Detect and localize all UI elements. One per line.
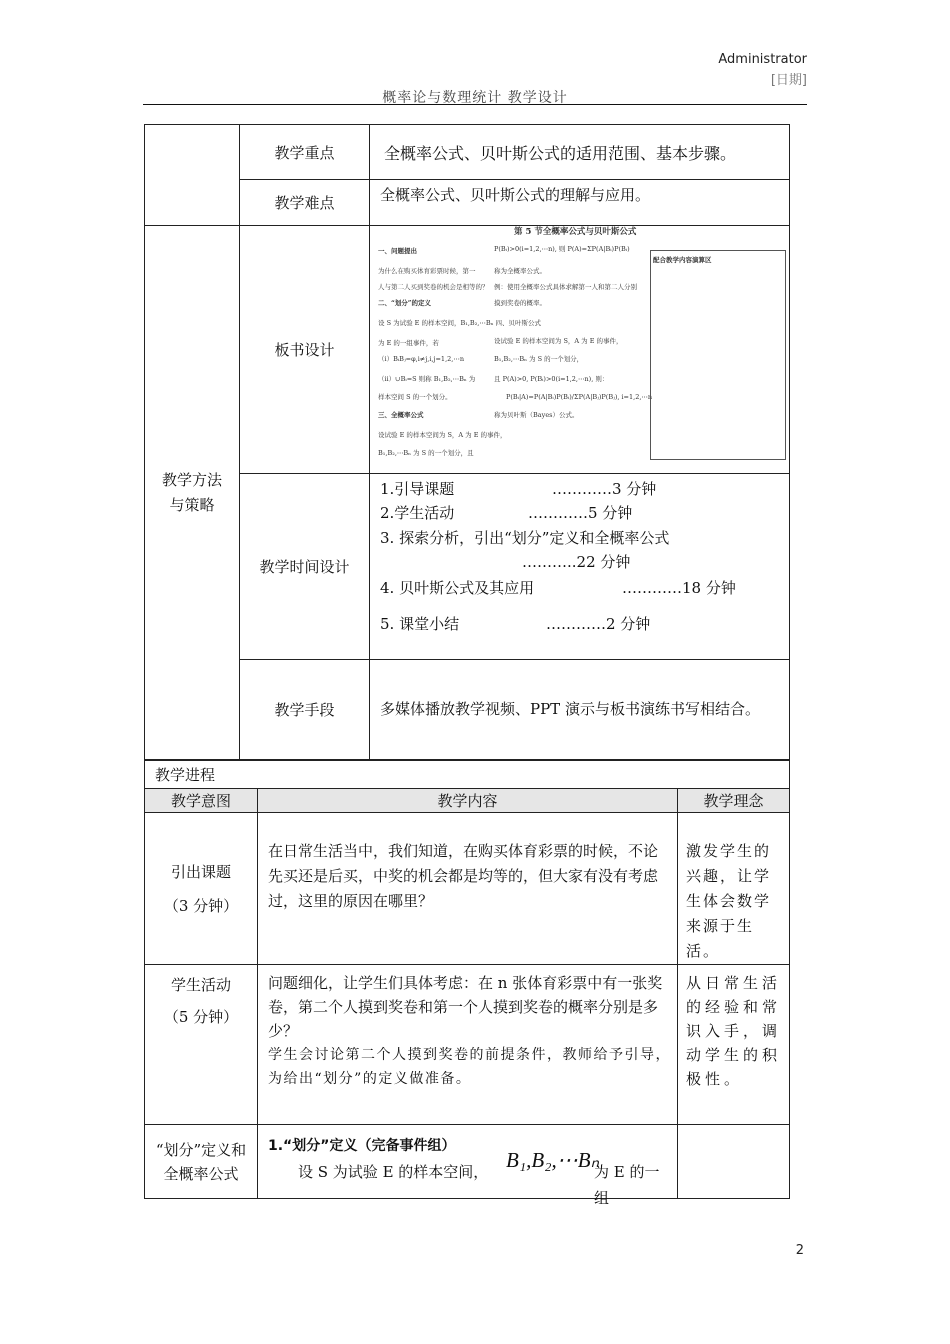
board-right-line: 摸到奖卷的概率。 [494, 299, 546, 307]
board-right-line: 例：使用全概率公式具体求解第一人和第二人分别 [494, 283, 637, 291]
difficulties-label: 教学难点 [240, 180, 370, 226]
time-item-4-name: 4. 贝叶斯公式及其应用 [380, 579, 535, 597]
time-design-cell [370, 474, 790, 660]
board-left-line: 设 S 为试验 E 的样本空间，B₁,B₂,⋯Bₙ 四、贝叶斯公式 [378, 319, 542, 327]
board-left-line: 一、问题提出 [378, 247, 417, 255]
row-content-title: 1.“划分”定义（完备事件组） [268, 1138, 456, 1154]
board-left-line: 二、“划分”的定义 [378, 299, 431, 307]
time-item-3-time: ………..22 分钟 [522, 553, 631, 571]
board-left-line: 为什么在购买体育彩票时候，第一 [378, 267, 476, 275]
time-item-5-name: 5. 课堂小结 [380, 615, 460, 633]
row-content-para1: 问题细化，让学生们具体考虑：在 n 张体育彩票中有一张奖卷，第二个人摸到奖卷和第一个人摸到奖卷的概率分别是多少？ [268, 974, 663, 1040]
row-content-formula: B₁,B₂,⋯Bₙ [506, 1148, 599, 1172]
row-intent [145, 813, 258, 965]
board-right-line: 设试验 E 的样本空间为 S，A 为 E 的事件， [494, 337, 623, 345]
row-content-post: 为 E 的一组 [594, 1163, 660, 1207]
time-item-2-name: 2.学生活动 [380, 504, 455, 522]
method-label-line2: 与策略 [169, 495, 215, 514]
board-left-line: 设试验 E 的样本空间为 S，A 为 E 的事件， [378, 431, 507, 439]
row-intent: “划分”定义和全概率公式 [145, 1125, 258, 1199]
row-intent [145, 965, 258, 1125]
row-content [258, 965, 678, 1125]
time-item-1-time: …………3 分钟 [552, 480, 657, 498]
board-left-line: （ⅱ）∪Bᵢ=S 则称 B₁,B₂,⋯Bₙ 为 [378, 375, 476, 383]
method-label-line1: 教学方法 [161, 470, 222, 489]
header-content: 教学内容 [258, 789, 678, 813]
row-intent-label: 学生活动 [170, 976, 231, 994]
row-content: 在日常生活当中，我们知道，在购买体育彩票的时候，不论先买还是后买，中奖的机会都是均等的，但大家有没有考虑过，这里的原因在哪里？ [258, 813, 678, 965]
row-content [258, 1125, 678, 1207]
row-idea: 激发学生的兴趣，让学生体会数学来源于生活。 [678, 813, 790, 965]
row-intent-time: （3 分钟） [163, 896, 239, 915]
time-item-1-name: 1.引导课题 [380, 480, 455, 498]
means-label: 教学手段 [240, 660, 370, 760]
row-idea: 从日常生活的经验和常识入手，调动学生的积极性。 [678, 965, 790, 1125]
page-number: 2 [795, 1243, 804, 1258]
board-calc-area [650, 250, 786, 460]
header-intent: 教学意图 [145, 789, 258, 813]
key-points-text: 全概率公式、贝叶斯公式的适用范围、基本步骤。 [370, 125, 790, 180]
board-right-line: P(Bᵢ|A)=P(A|Bᵢ)P(Bᵢ)/ΣP(A|Bⱼ)P(Bⱼ), i=1,2,⋯n [506, 393, 653, 401]
time-item-2-time: …………5 分钟 [528, 504, 633, 522]
header-idea: 教学理念 [678, 789, 790, 813]
blank-cell [145, 125, 240, 226]
means-text: 多媒体播放教学视频、PPT 演示与板书演练书写相结合。 [370, 660, 790, 760]
board-title: 第 5 节全概率公式与贝叶斯公式 [514, 227, 637, 237]
process-table [144, 760, 790, 1207]
board-left-line: 三、全概率公式 [378, 411, 424, 419]
time-item-4-time: …………18 分钟 [622, 579, 736, 597]
board-box-label: 配合教学内容演算区 [653, 256, 712, 264]
board-label: 板书设计 [240, 226, 370, 474]
row-intent-label: 引出课题 [170, 862, 231, 881]
board-right-line: P(Bᵢ)>0(i=1,2,⋯n), 则 P(A)=ΣP(A|Bᵢ)P(Bᵢ) [494, 245, 630, 253]
board-right-line: 称为全概率公式。 [494, 267, 546, 275]
header-rule [143, 104, 807, 105]
header-author: Administrator [718, 52, 807, 67]
time-item-3-name: 3. 探索分析，引出“划分”定义和全概率公式 [380, 529, 670, 547]
header-date: [日期] [770, 73, 807, 88]
row-idea [678, 1125, 790, 1199]
board-left-line: （ⅰ）BᵢBⱼ=φ,i≠j,i,j=1,2,⋯n [378, 355, 465, 363]
process-title: 教学进程 [145, 761, 790, 789]
board-design-image [376, 226, 788, 458]
board-left-line: 人与第二人买到奖卷的机会是相等的？ [378, 283, 489, 291]
board-right-line: B₁,B₂,⋯Bₙ 为 S 的一个划分， [494, 355, 584, 363]
method-label [145, 226, 240, 760]
board-left-line: 为 E 的一组事件，若 [378, 339, 439, 347]
row-content-pre: 设 S 为试验 E 的样本空间， [298, 1163, 489, 1181]
time-item-5-time: …………2 分钟 [546, 615, 651, 633]
header-title: 概率论与数理统计 教学设计 [382, 90, 568, 106]
difficulties-text: 全概率公式、贝叶斯公式的理解与应用。 [370, 180, 790, 226]
board-left-line: B₁,B₂,⋯Bₙ 为 S 的一个划分，且 [378, 449, 474, 457]
board-left-line: 样本空间 S 的一个划分。 [378, 393, 452, 401]
board-right-line: 称为贝叶斯（Bayes）公式。 [494, 411, 579, 419]
row-intent-time: （5 分钟） [163, 1008, 239, 1026]
row-content-para2: 学生会讨论第二个人摸到奖卷的前提条件，教师给予引导，为给出“划分”的定义做准备。 [268, 1047, 671, 1087]
board-right-line: 且 P(A)>0, P(Bᵢ)>0(i=1,2,⋯n), 则： [494, 375, 609, 383]
key-points-label: 教学重点 [240, 125, 370, 180]
time-design-label: 教学时间设计 [240, 474, 370, 660]
